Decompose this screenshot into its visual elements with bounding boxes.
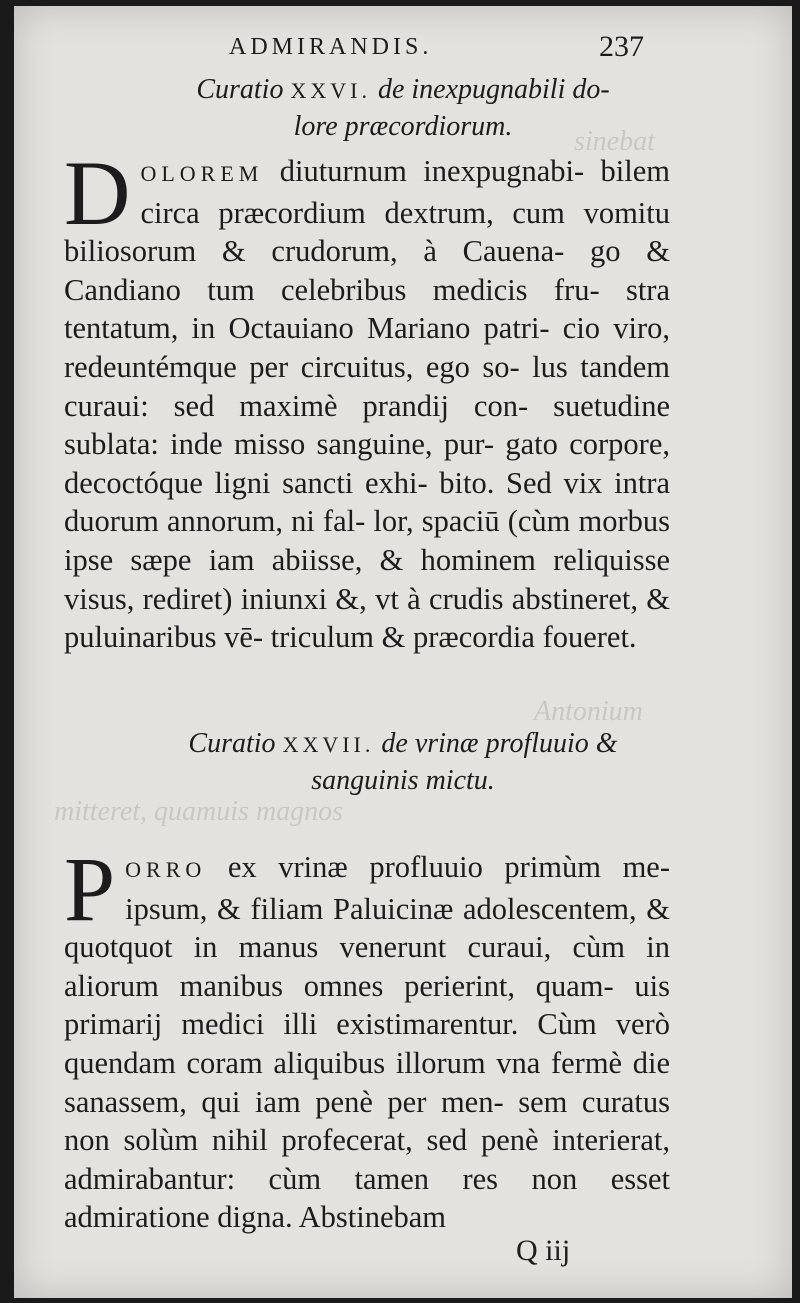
paragraph-26 [64, 142, 671, 657]
paragraph-body: diuturnum inexpugnabi- bilem circa præcordium dextrum, cum vomitu biliosorum & crudorum, à Cauena- go & Candiano tum celebribus medicis fru- stra tentatum, in Octauiano Mariano patri- cio viro, redeuntémque per circuitus, ego so- lus tandem curaui: sed maximè prandij con- suetudine sublata: inde misso sanguine, pur- gato corpore, decoctóque ligni sancti exhi- bito. Sed vix intra duorum annorum, ni fal- lor, spaciū (cùm morbus ipse sæpe iam abiisse, & hominem reliquisse visus, rediret) iniunxi &, vt à crudis abstineret, & puluinaribus vē- triculum & præcordia foueret. [64, 154, 671, 655]
bleed-through-text: sinebat [574, 126, 655, 157]
first-word: ORRO [125, 857, 207, 882]
bleed-through-text: Antonium [534, 696, 643, 727]
heading-title-line2: lore præcordiorum. [293, 111, 513, 142]
bleed-through-text: mitteret, quamuis magnos [54, 796, 344, 827]
section-heading-26 [14, 72, 792, 145]
drop-cap: P [64, 838, 116, 940]
running-head: ADMIRANDIS. [229, 34, 433, 60]
heading-title-line1: de vrinæ profluuio & [381, 728, 618, 759]
paragraph-body: ex vrinæ profluuio primùm me- ipsum, & filiam Paluicinæ adolescentem, & quotquot in manus venerunt curaui, cùm in aliorum manibus omnes perierint, quam- uis primarij medici illi existimarentur. Cùm verò quendam coram aliquibus illorum vna fermè die sanassem, qui iam penè per men- sem curatus non solùm nihil profecerat, sed penè interierat, admirabantur: cùm tamen res non esset admiratione digna. Abstinebam [64, 850, 670, 1235]
signature-mark: Q iij [516, 1234, 571, 1267]
book-page [14, 6, 792, 1298]
heading-numeral: XXVII. [282, 732, 375, 757]
paragraph-27 [64, 838, 670, 1237]
drop-cap: D [64, 142, 131, 244]
first-word: OLOREM [140, 161, 264, 186]
heading-prefix: Curatio [196, 74, 284, 105]
heading-title-line2: sanguinis mictu. [311, 765, 495, 796]
heading-prefix: Curatio [188, 728, 276, 759]
page-number: 237 [599, 30, 644, 63]
section-heading-27 [14, 726, 792, 799]
heading-title-line1: de inexpugnabili do- [377, 74, 610, 105]
heading-numeral: XXVI. [290, 78, 371, 103]
